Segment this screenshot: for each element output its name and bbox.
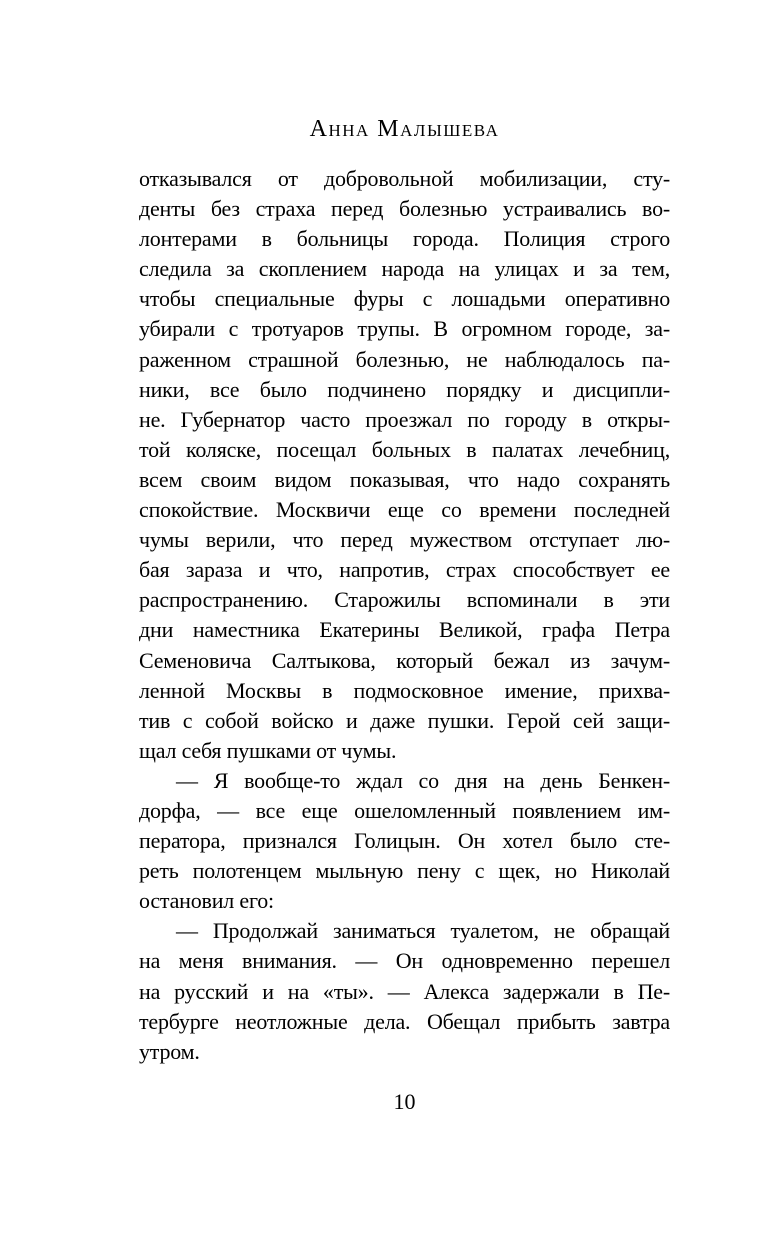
text-line: ленной Москвы в подмосковное имение, прихва- [139,677,670,703]
page-number: 10 [393,1089,416,1114]
paragraph [139,916,670,1066]
text-line: реть полотенцем мыльную пену с щек, но Николай [139,858,670,884]
text-line: следила за скоплением народа на улицах и за тем, [139,256,670,282]
text-line: ператора, признался Голицын. Он хотел было сте- [139,828,670,854]
text-line: — Продолжай заниматься туалетом, не обращай [176,918,670,944]
text-line: утром. [139,1038,200,1064]
text-line: щал себя пушками от чумы. [139,737,397,763]
paragraph [139,164,670,766]
text-line: лонтерами в больницы города. Полиция строго [139,226,670,252]
text-line: тербурге неотложные дела. Обещал прибыть завтра [139,1008,670,1034]
text-line: раженном страшной болезнью, не наблюдалось па- [139,346,670,372]
text-line: чумы верили, что перед мужеством отступает лю- [139,527,670,553]
text-block [139,164,670,1067]
text-line: чтобы специальные фуры с лошадьми оперативно [139,286,670,312]
text-line: остановил его: [139,888,274,914]
text-line: ники, все было подчинено порядку и дисципли- [139,376,670,402]
text-line: дни наместника Екатерины Великой, графа Петра [139,617,670,643]
text-line: тив с собой войско и даже пушки. Герой сей защи- [139,707,670,733]
text-line: бая зараза и что, напротив, страх способствует ее [139,557,670,583]
text-line: — Я вообще-то ждал со дня на день Бенкен- [176,767,670,793]
paragraph [139,766,670,916]
text-line: убирали с тротуаров трупы. В огромном городе, за- [139,316,670,342]
text-line: на русский и на «ты». — Алекса задержали в Пе- [139,978,670,1004]
text-line: спокойствие. Москвичи еще со времени последней [139,497,670,523]
text-line: на меня внимания. — Он одновременно перешел [139,948,670,974]
text-line: отказывался от добровольной мобилизации, сту- [139,166,670,191]
text-line: Семеновича Салтыкова, который бежал из зачум- [139,647,670,673]
text-line: той коляске, посещал больных в палатах лечебниц, [139,436,670,462]
text-line: распространению. Старожилы вспоминали в эти [139,587,670,613]
text-line: всем своим видом показывая, что надо сохранять [139,466,670,492]
text-line: денты без страха перед болезнью устраивались во- [139,196,670,222]
text-line: дорфа, — все еще ошеломленный появлением им- [139,797,670,823]
text-line: не. Губернатор часто проезжал по городу в откры- [139,406,670,432]
running-head-author: Анна Малышева [309,116,500,142]
